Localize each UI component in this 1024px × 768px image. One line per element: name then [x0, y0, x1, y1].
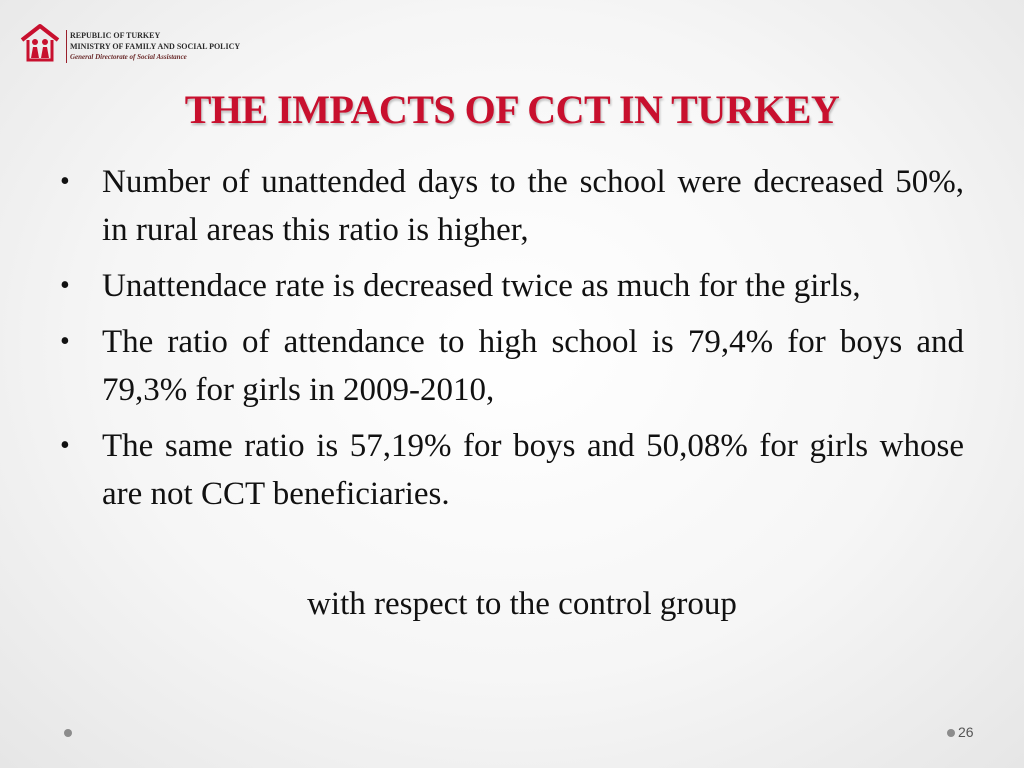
bullet-dot-icon: • — [60, 326, 70, 357]
ministry-logo-icon — [18, 22, 62, 64]
bullet-text: Unattendace rate is decreased twice as much for the girls, — [102, 268, 861, 304]
ministry-header — [18, 22, 240, 64]
bullet-list — [60, 158, 964, 526]
bullet-dot-icon: • — [60, 430, 70, 461]
org-line-ministry: MINISTRY OF FAMILY AND SOCIAL POLICY — [70, 42, 241, 51]
bullet-item — [60, 262, 964, 310]
bullet-text: The same ratio is 57,19% for boys and 50,08% for girls whose are not CCT beneficiaries. — [102, 428, 964, 512]
bullet-item — [60, 422, 964, 518]
page-number: 26 — [958, 724, 974, 740]
bullet-text: Number of unattended days to the school were decreased 50%, in rural areas this ratio is higher, — [102, 164, 964, 248]
decorative-dot-left-icon — [64, 729, 72, 737]
slide-title: THE IMPACTS OF CCT IN TURKEY — [184, 87, 840, 132]
bullet-dot-icon: • — [60, 270, 70, 301]
org-line-country: REPUBLIC OF TURKEY — [70, 31, 161, 40]
footnote-text: with respect to the control group — [307, 586, 737, 622]
bullet-dot-icon: • — [60, 166, 70, 197]
org-line-directorate: General Directorate of Social Assistance — [70, 53, 187, 61]
ministry-name-block — [66, 30, 240, 63]
bullet-item — [60, 158, 964, 254]
decorative-dot-right-icon — [947, 729, 955, 737]
bullet-text: The ratio of attendance to high school is 79,4% for boys and 79,3% for girls in 2009-2010, — [102, 324, 964, 408]
bullet-item — [60, 318, 964, 414]
